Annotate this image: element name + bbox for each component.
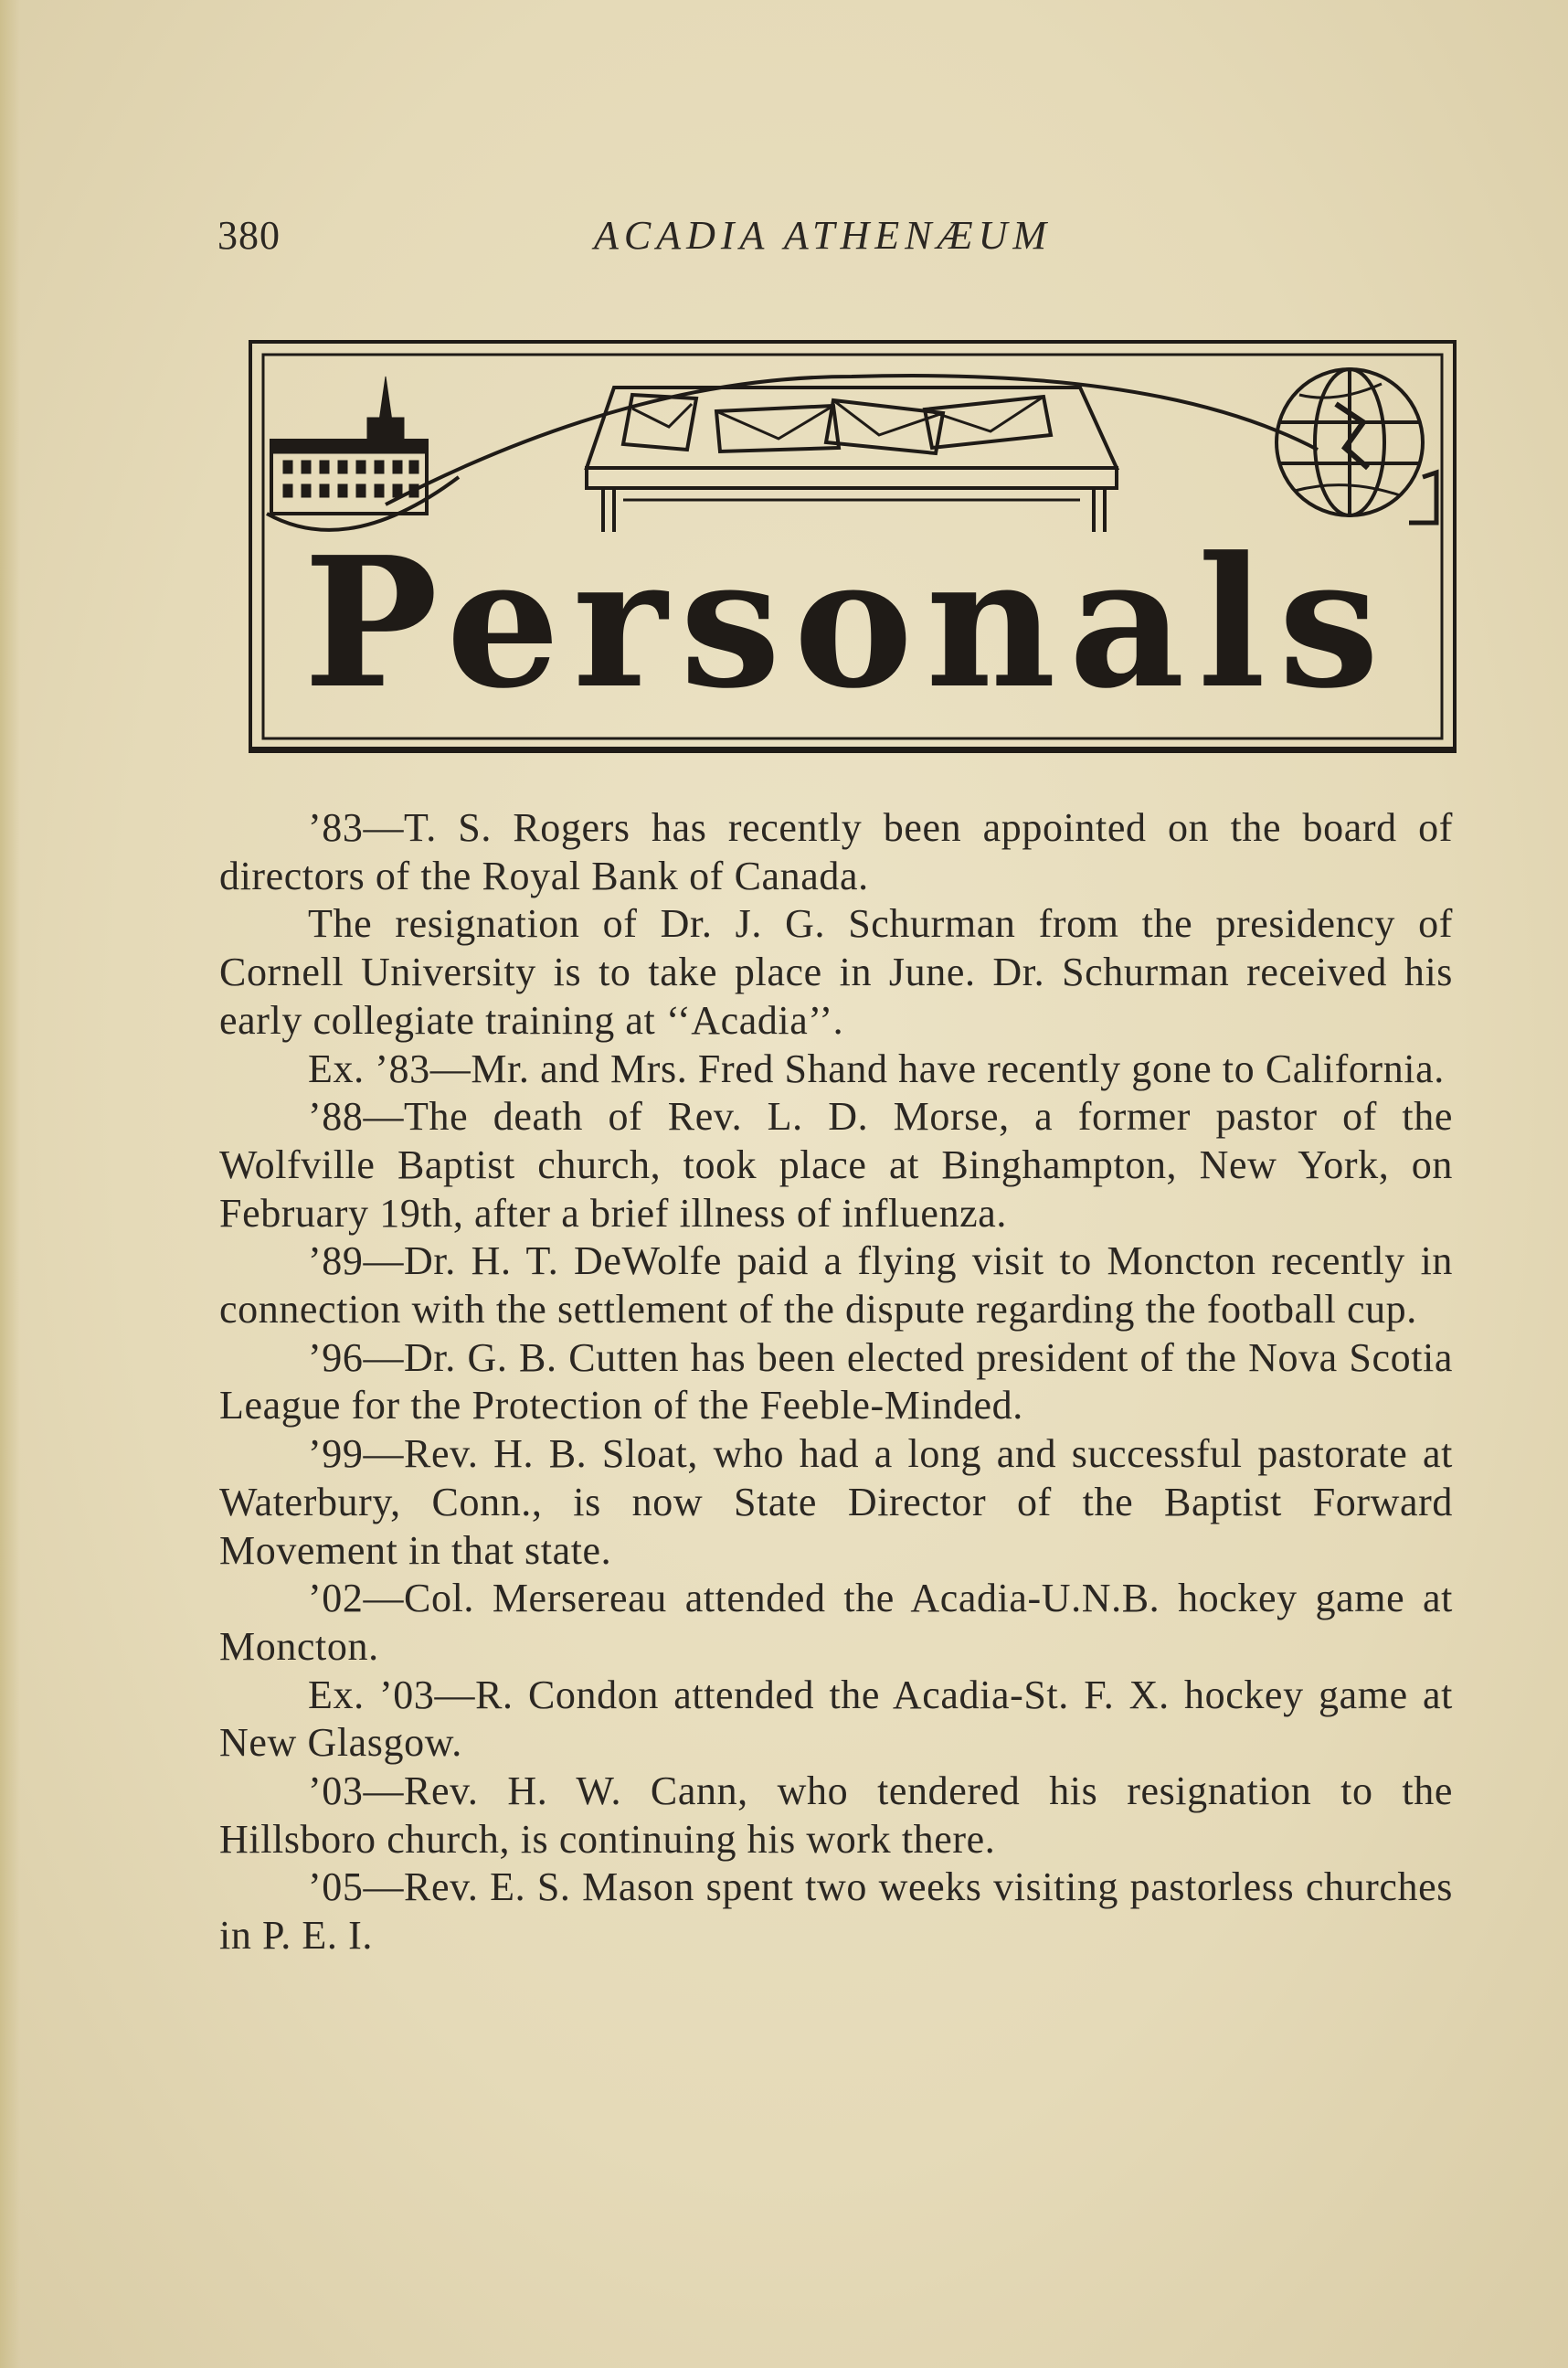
entry-dewolfe: ’89—Dr. H. T. DeWolfe paid a flying visit to Moncton recently in connection with the settlement of the dispute regarding the football cup. — [219, 1238, 1453, 1333]
entry-cutten: ’96—Dr. G. B. Cutten has been elected president of the Nova Scotia League for the Protection of the Feeble-Minded. — [219, 1334, 1453, 1428]
personals-banner — [249, 340, 1457, 753]
entry-sloat: ’99—Rev. H. B. Sloat, who had a long and successful pastorate at Waterbury, Conn., is now State Director of the Baptist Forward Movement in that state. — [219, 1431, 1453, 1573]
entry-rogers: ’83—T. S. Rogers has recently been appointed on the board of directors of the Royal Bank of Canada. — [219, 805, 1453, 898]
entry-shand: Ex. ’83—Mr. and Mrs. Fred Shand have recently gone to California. — [308, 1046, 1445, 1091]
personals-entries — [219, 804, 1453, 1960]
entry-cann: ’03—Rev. H. W. Cann, who tendered his resignation to the Hillsboro church, is continuing his work there. — [219, 1768, 1453, 1862]
globe-icon — [1277, 369, 1436, 523]
entry-morse: ’88—The death of Rev. L. D. Morse, a former pastor of the Wolfville Baptist church, took place at Binghampton, New York, on February 19th, after a brief illness of influenza. — [219, 1094, 1453, 1236]
page-number: 380 — [217, 213, 281, 258]
entry-mersereau: ’02—Col. Mersereau attended the Acadia-U.N.B. hockey game at Moncton. — [219, 1576, 1453, 1669]
page-edge — [0, 0, 20, 2368]
entry-schurman: The resignation of Dr. J. G. Schurman from the presidency of Cornell University is to take place in June. Dr. Schurman received his early collegiate training at ‘‘Acadia’’. — [219, 901, 1453, 1043]
banner-title: Personals — [303, 518, 1393, 728]
running-title: ACADIA ATHENÆUM — [594, 213, 1053, 258]
entry-mason: ’05—Rev. E. S. Mason spent two weeks visiting pastorless churches in P. E. I. — [219, 1864, 1453, 1959]
entry-condon: Ex. ’03—R. Condon attended the Acadia-St. F. X. hockey game at New Glasgow. — [219, 1672, 1453, 1766]
college-building-icon — [267, 377, 459, 530]
desk-with-letters-icon — [587, 388, 1117, 532]
